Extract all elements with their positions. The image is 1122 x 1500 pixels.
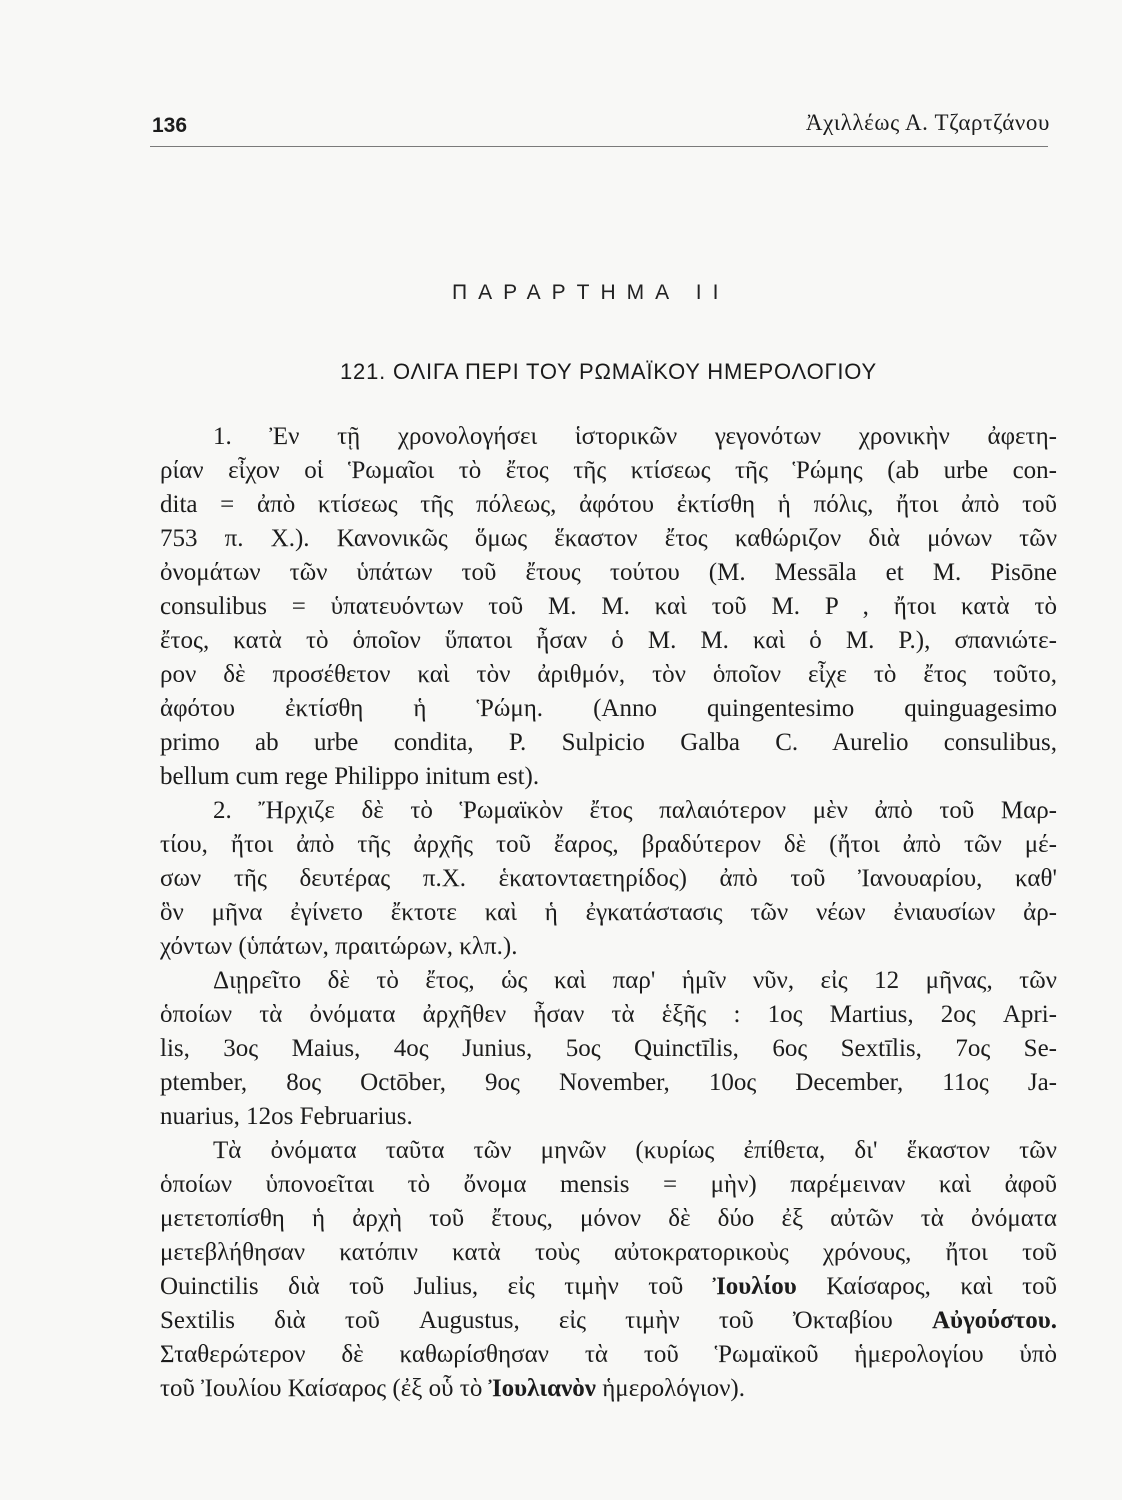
line-text: χόντων (ὑπάτων, πραιτώρων, κλπ.). <box>160 933 518 960</box>
text-line <box>160 624 1057 658</box>
line-text: primo ab urbe condita, P. Sulpicio Galba C. Aurelio consulibus, <box>160 729 1057 756</box>
line-text: Καίσαρος, καὶ τοῦ <box>796 1273 1057 1300</box>
text-line <box>160 1236 1057 1270</box>
line-text: 2. Ἤρχιζε δὲ τὸ Ῥωμαϊκὸν ἔτος παλαιότερον μὲν ἀπὸ τοῦ Μαρ- <box>213 797 1057 824</box>
line-text: ἡμερολόγιον). <box>595 1375 745 1402</box>
line-text: ρον δὲ προσέθετον καὶ τὸν ἀριθμόν, τὸν ὁποῖον εἶχε τὸ ἔτος τοῦτο, <box>160 661 1057 688</box>
line-text: ρίαν εἶχον οἱ Ῥωμαῖοι τὸ ἔτος τῆς κτίσεως τῆς Ῥώμης (ab urbe con- <box>160 457 1057 484</box>
line-text: 1. Ἐν τῇ χρονολογήσει ἱστορικῶν γεγονότων χρονικὴν ἀφετη- <box>213 423 1057 450</box>
text-line <box>160 1372 1057 1406</box>
text-line <box>160 794 1057 828</box>
line-text: ἀφότου ἐκτίσθη ἡ Ῥώμη. (Anno quingentesimo quinguagesimo <box>160 695 1057 722</box>
line-text: dita = ἀπὸ κτίσεως τῆς πόλεως, ἀφότου ἐκτίσθη ἡ πόλις, ἤτοι ἀπὸ τοῦ <box>160 491 1057 518</box>
line-text: Ouinctilis διὰ τοῦ Julius, εἰς τιμὴν τοῦ <box>160 1273 713 1300</box>
line-text: ὀνομάτων τῶν ὑπάτων τοῦ ἔτους τούτου (M. Messāla et M. Pisōne <box>160 559 1057 586</box>
text-line <box>160 1168 1057 1202</box>
text-line <box>160 420 1057 454</box>
running-header <box>150 110 1050 142</box>
text-line <box>160 1032 1057 1066</box>
text-line <box>160 998 1057 1032</box>
text-line <box>160 828 1057 862</box>
line-text: Sextilis διὰ τοῦ Augustus, εἰς τιμὴν τοῦ Ὀκταβίου <box>160 1307 932 1334</box>
page-number: 136 <box>152 114 188 137</box>
text-line <box>160 930 1057 964</box>
bold-term: Ἰουλίου <box>712 1273 797 1300</box>
bold-term: Αὐγούστου. <box>931 1307 1057 1334</box>
text-line <box>160 862 1057 896</box>
text-line <box>160 964 1057 998</box>
text-line <box>160 692 1057 726</box>
paragraph <box>160 420 1057 794</box>
text-line <box>160 896 1057 930</box>
text-line <box>160 1202 1057 1236</box>
line-text: Σταθερώτερον δὲ καθωρίσθησαν τὰ τοῦ Ῥωμαϊκοῦ ἡμερολογίου ὑπὸ <box>160 1341 1057 1368</box>
text-line <box>160 556 1057 590</box>
line-text: τίου, ἤτοι ἀπὸ τῆς ἀρχῆς τοῦ ἔαρος, βραδύτερον δὲ (ἤτοι ἀπὸ τῶν μέ- <box>160 831 1057 858</box>
text-line <box>160 760 1057 794</box>
text-line <box>160 726 1057 760</box>
body-text <box>160 420 1057 1406</box>
line-text: consulibus = ὑπατευόντων τοῦ M. M. καὶ τοῦ M. P , ἤτοι κατὰ τὸ <box>160 593 1057 620</box>
text-line <box>160 1270 1057 1304</box>
line-text: ὁποίων ὑπονοεῖται τὸ ὄνομα mensis = μὴν) παρέμειναν καὶ ἀφοῦ <box>160 1171 1057 1198</box>
text-line <box>160 488 1057 522</box>
text-line <box>160 1338 1057 1372</box>
text-line <box>160 658 1057 692</box>
appendix-title: ΠΑΡΑΡΤΗΜΑ II <box>452 281 730 304</box>
line-text: ὃν μῆνα ἐγίνετο ἔκτοτε καὶ ἡ ἐγκατάστασις τῶν νέων ἐνιαυσίων ἀρ- <box>160 899 1057 926</box>
section-heading: 121. ΟΛΙΓΑ ΠΕΡΙ ΤΟΥ ΡΩΜΑΪΚΟΥ ΗΜΕΡΟΛΟΓΙΟΥ <box>340 359 877 384</box>
line-text: σων τῆς δευτέρας π.Χ. ἑκατονταετηρίδος) ἀπὸ τοῦ Ἰανουαρίου, καθ' <box>160 865 1057 892</box>
text-line <box>160 1066 1057 1100</box>
line-text: μετετοπίσθη ἡ ἀρχὴ τοῦ ἔτους, μόνον δὲ δύο ἐξ αὐτῶν τὰ ὀνόματα <box>160 1205 1057 1232</box>
text-line <box>160 1100 1057 1134</box>
text-line <box>160 522 1057 556</box>
line-text: τοῦ Ἰουλίου Καίσαρος (ἐξ οὗ τὸ <box>160 1375 489 1402</box>
line-text: Διῃρεῖτο δὲ τὸ ἔτος, ὡς καὶ παρ' ἡμῖν νῦν, εἰς 12 μῆνας, τῶν <box>213 967 1057 994</box>
paragraph <box>160 964 1057 1134</box>
header-rule <box>150 146 1048 147</box>
paragraph <box>160 1134 1057 1406</box>
line-text: μετεβλήθησαν κατόπιν κατὰ τοὺς αὐτοκρατορικοὺς χρόνους, ἤτοι τοῦ <box>160 1239 1057 1266</box>
line-text: ἔτος, κατὰ τὸ ὁποῖον ὕπατοι ἦσαν ὁ M. M. καὶ ὁ M. P.), σπανιώτε- <box>160 627 1057 654</box>
text-line <box>160 454 1057 488</box>
line-text: ptember, 8ος Octōber, 9ος November, 10ος December, 11ος Ja- <box>160 1069 1057 1096</box>
text-line <box>160 1304 1057 1338</box>
line-text: nuarius, 12os Februarius. <box>160 1103 413 1130</box>
line-text: lis, 3ος Maius, 4ος Junius, 5ος Quinctīlis, 6ος Sextīlis, 7ος Se- <box>160 1035 1057 1062</box>
paragraph <box>160 794 1057 964</box>
bold-term: Ἰουλιανὸν <box>488 1375 596 1402</box>
text-line <box>160 590 1057 624</box>
text-line <box>160 1134 1057 1168</box>
line-text: Τὰ ὀνόματα ταῦτα τῶν μηνῶν (κυρίως ἐπίθετα, δι' ἕκαστον τῶν <box>213 1137 1057 1164</box>
running-title: Ἀχιλλέως Α. Τζαρτζάνου <box>805 110 1050 135</box>
line-text: bellum cum rege Philippo initum est). <box>160 763 540 790</box>
line-text: ὁποίων τὰ ὀνόματα ἀρχῆθεν ἦσαν τὰ ἑξῆς : 1ος Martius, 2ος Apri- <box>160 1001 1057 1028</box>
line-text: 753 π. Χ.). Κανονικῶς ὅμως ἕκαστον ἔτος καθώριζον διὰ μόνων τῶν <box>160 525 1057 552</box>
